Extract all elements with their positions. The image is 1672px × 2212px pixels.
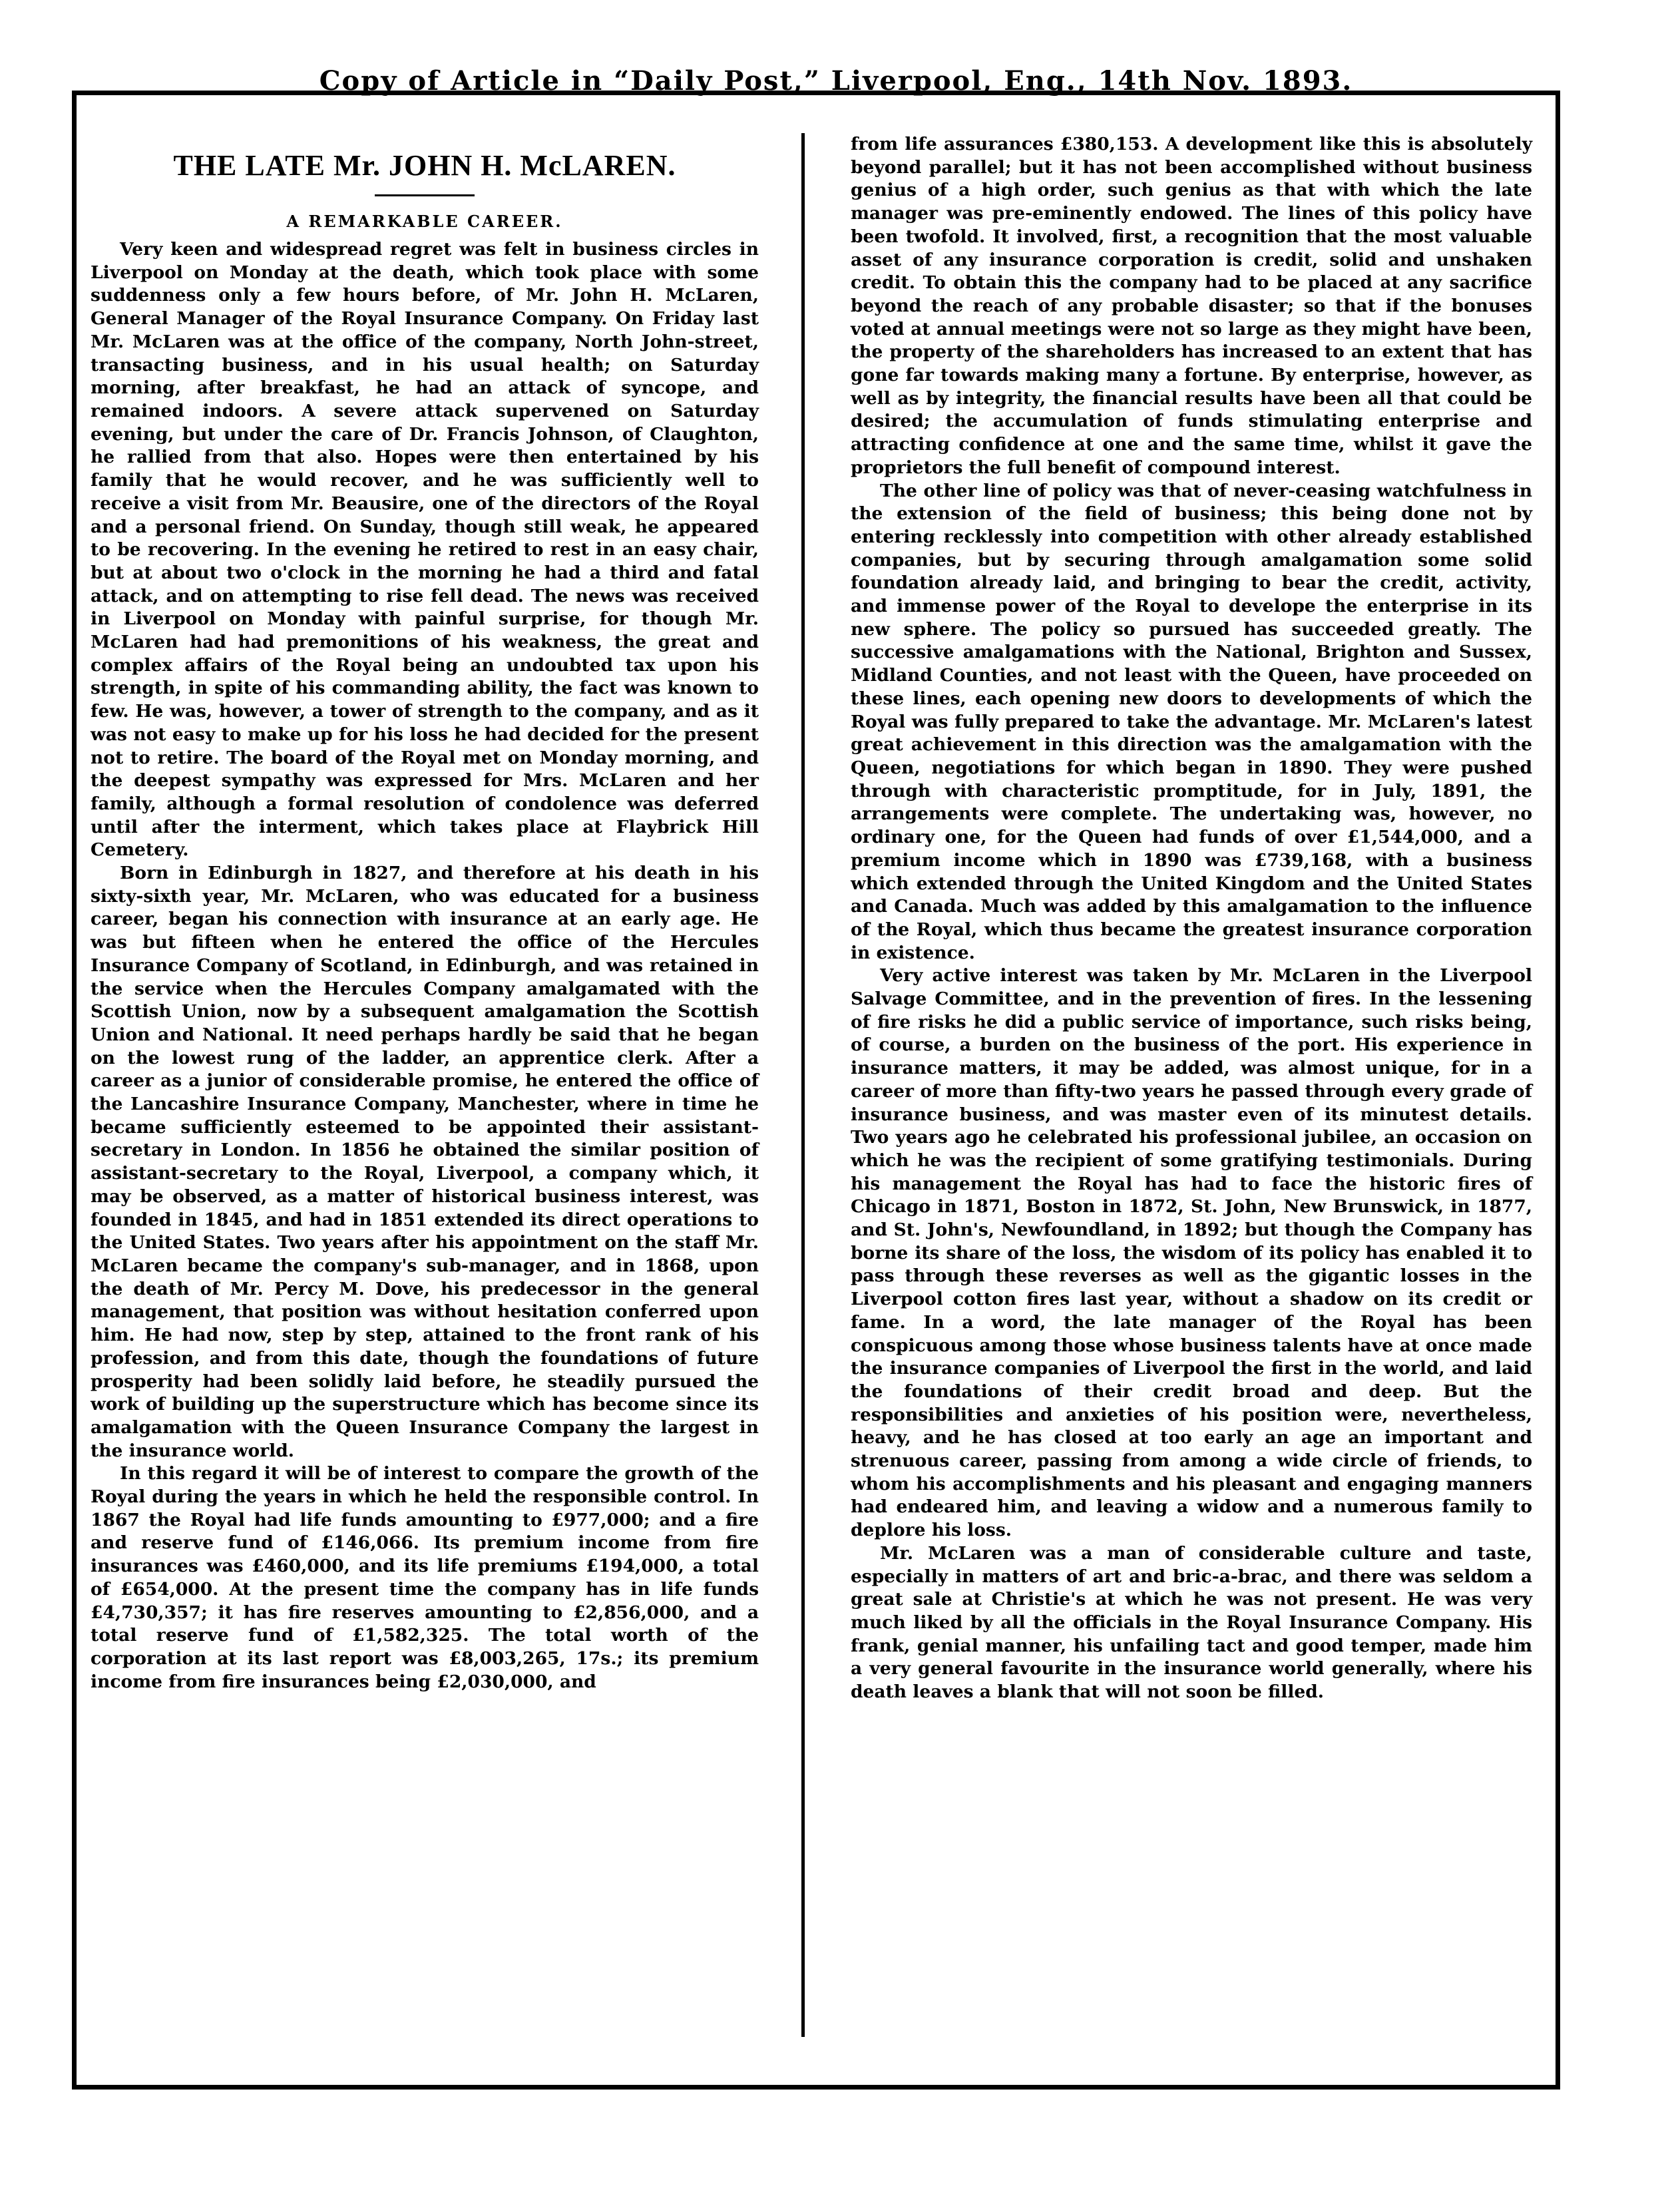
paragraph: In this regard it will be of interest to compare the growth of the Royal during the years in which he held the responsible control. In 1867 the Royal had life funds amounting to £977,000; and a fire and reserve fund of £146,066. Its premium income from fire insurances was £460,000, and its life premiums £194,000, a total of £654,000. At the present time the company has in life funds £4,730,357; it has fire reserves amounting to £2,856,000, and a total reserve fund of £1,582,325. The total worth of the corporation at its last report was £8,003,265, 17s.; its premium income from fire insurances being £2,030,000, and [91,1463,759,1692]
paragraph: The other line of policy was that of never-ceasing watchfulness in the extension of the field of business; this being done not by entering recklessly into competition with other already established companies, but by securing through amalgamation some solid foundation already laid, and bringing to bear the credit, activity, and immense power of the Royal to develope the enterprise in its new sphere. The policy so pursued has succeeded greatly. The successive amalgamations with the National, Brighton and Sussex, Midland Counties, and not least with the Queen, have proceeded on these lines, each opening new doors to developments of which the Royal was fully prepared to take the advantage. Mr. McLaren's latest great achievement in this direction was the amalgamation with the Queen, negotiations for which began in 1890. They were pushed through with characteristic promptitude, for in July, 1891, the arrangements were complete. The undertaking was, however, no ordinary one, for the Queen had funds of over £1,544,000, and a premium income which in 1890 was £739,168, with a business which extended through the United Kingdom and the United States and Canada. Much was added by this amalgamation to the influence of the Royal, which thus became the greatest insurance corporation in existence. [851,480,1532,963]
article-title: THE LATE Mr. JOHN H. McLAREN. [173,149,676,182]
paragraph: Born in Edinburgh in 1827, and therefore at his death in his sixty-sixth year, Mr. McLaren, who was educated for a business career, began his connection with insurance at an early age. He was but fifteen when he entered the office of the Hercules Insurance Company of Scotland, in Edinburgh, and was retained in the service when the Hercules Company amalgamated with the Scottish Union, now by a subsequent amalgamation the Scottish Union and National. It need perhaps hardly be said that he began on the lowest rung of the ladder, an apprentice clerk. After a career as a junior of considerable promise, he entered the office of the Lancashire Insurance Company, Manchester, where in time he became sufficiently esteemed to be appointed their assistant-secretary in London. In 1856 he obtained the similar position of assistant-secretary to the Royal, Liverpool, a company which, it may be observed, as a matter of historical business interest, was founded in 1845, and had in 1851 extended its direct operations to the United States. Two years after his appointment on the staff Mr. McLaren became the company's sub-manager, and in 1868, upon the death of Mr. Percy M. Dove, his predecessor in the general management, that position was without hesitation conferred upon him. He had now, step by step, attained to the front rank of his profession, and from this date, though the foundations of future prosperity had been solidly laid before, he steadily pursued the work of building up the superstructure which has become since its amalgamation with the Queen Insurance Company the largest in the insurance world. [91,863,759,1461]
page-header: Copy of Article in “Daily Post,” Liverpool, Eng., 14th Nov. 1893. [319,65,1353,97]
column-rule [801,133,805,2037]
paragraph: Very active interest was taken by Mr. McLaren in the Liverpool Salvage Committee, and in the prevention of fires. In the lessening of fire risks he did a public service of importance, such risks being, of course, a burden on the business of the port. His experience in insurance matters, it may be added, was almost unique, for in a career of more than fifty-two years he passed through every grade of insurance business, and was master even of its minutest details. Two years ago he celebrated his professional jubilee, an occasion on which he was the recipient of some gratifying testimonials. During his management the Royal has had to face the historic fires of Chicago in 1871, Boston in 1872, St. John, New Brunswick, in 1877, and St. John's, Newfoundland, in 1892; but though the Company has borne its share of the loss, the wisdom of its policy has enabled it to pass through these reverses as well as the gigantic losses in the Liverpool cotton fires last year, without a shadow on its credit or fame. In a word, the late manager of the Royal has been conspicuous among those whose business talents have at once made the insurance companies of Liverpool the first in the world, and laid the foundations of their credit broad and deep. But the responsibilities and anxieties of his position were, nevertheless, heavy, and he has closed at too early an age an important and strenuous career, passing from among a wide circle of friends, to whom his accomplishments and his pleasant and engaging manners had endeared him, and leaving a widow and a numerous family to deplore his loss. [851,965,1532,1541]
column-right [851,133,1532,1704]
title-rule [375,194,475,196]
article-subtitle: A REMARKABLE CAREER. [286,211,563,231]
paragraph: Mr. McLaren was a man of considerable culture and taste, especially in matters of art and bric-a-brac, and there was seldom a great sale at Christie's at which he was not present. He was very much liked by all the officials in the Royal Insurance Company. His frank, genial manner, his unfailing tact and good temper, made him a very general favourite in the insurance world generally, where his death leaves a blank that will not soon be filled. [851,1542,1532,1703]
paragraph-continued: from life assurances £380,153. A development like this is absolutely beyond parallel; but it has not been accomplished without business genius of a high order, such genius as that with which the late manager was pre-eminently endowed. The lines of this policy have been twofold. It involved, first, a recognition that the most valuable asset of any insurance corporation is credit, solid and unshaken credit. To obtain this the company had to be placed at any sacrifice beyond the reach of any probable disaster; so that if the bonuses voted at annual meetings were not so large as they might have been, the property of the shareholders has increased to an extent that has gone far towards making many a fortune. By enterprise, however, as well as by integrity, the financial results have been all that could be desired; the accumulation of funds stimulating enterprise and attracting confidence at one and the same time, whilst it gave the proprietors the full benefit of compound interest. [851,134,1532,478]
column-left [91,133,759,1693]
paragraph: Very keen and widespread regret was felt in business circles in Liverpool on Monday at the death, which took place with some suddenness only a few hours before, of Mr. John H. McLaren, General Manager of the Royal Insurance Company. On Friday last Mr. McLaren was at the office of the company, North John-street, transacting business, and in his usual health; on Saturday morning, after breakfast, he had an attack of syncope, and remained indoors. A severe attack supervened on Saturday evening, but under the care of Dr. Francis Johnson, of Claughton, he rallied from that also. Hopes were then entertained by his family that he would recover, and he was sufficiently well to receive a visit from Mr. Beausire, one of the directors of the Royal and a personal friend. On Sunday, though still weak, he appeared to be recovering. In the evening he retired to rest in an easy chair, but at about two o'clock in the morning he had a third and fatal attack, and on attempting to rise fell dead. The news was received in Liverpool on Monday with painful surprise, for though Mr. McLaren had had premonitions of his weakness, the great and complex affairs of the Royal being an undoubted tax upon his strength, in spite of his commanding ability, the fact was known to few. He was, however, a tower of strength to the company, and as it was not easy to make up for his loss he had decided for the present not to retire. The board of the Royal met on Monday morning, and the deepest sympathy was expressed for Mrs. McLaren and her family, although a formal resolution of condolence was deferred until after the interment, which takes place at Flaybrick Hill Cemetery. [91,239,759,861]
